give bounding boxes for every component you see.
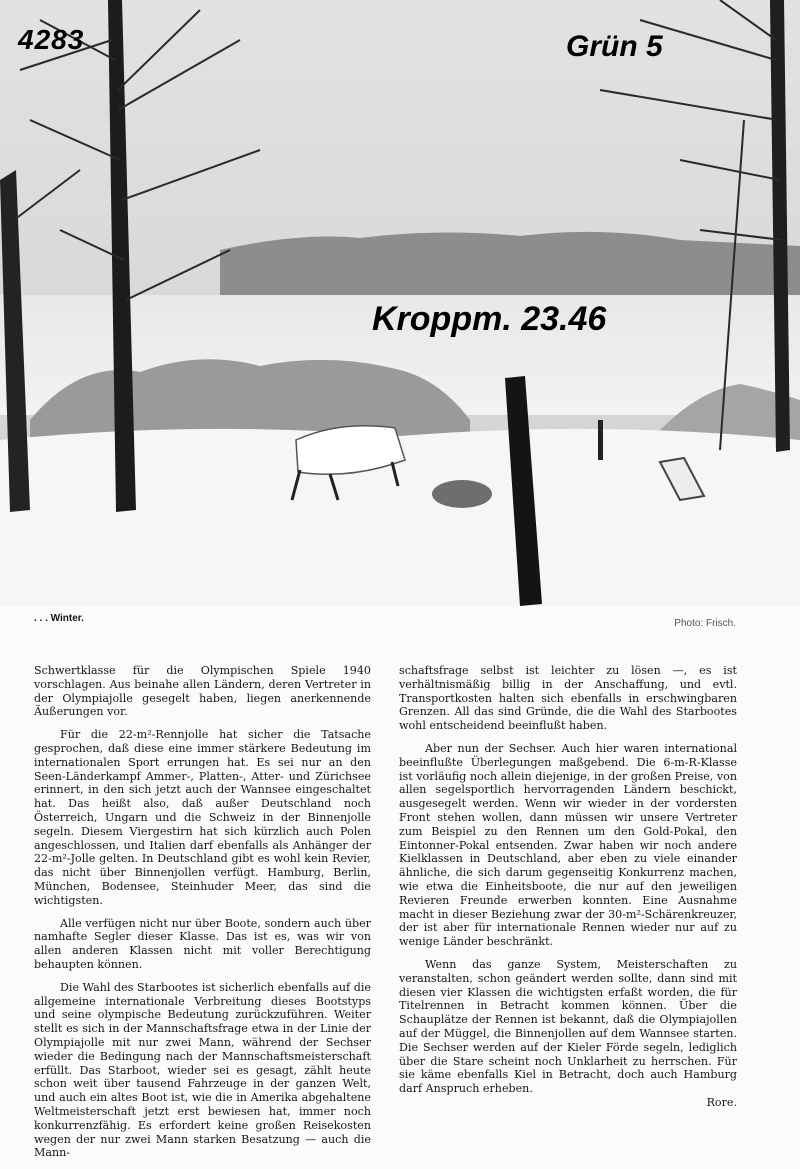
handwritten-name: Grün 5 xyxy=(566,30,663,63)
photo-credit: Photo: Frisch. xyxy=(674,618,736,629)
paragraph: Wenn das ganze System, Meisterschaften zu veranstalten, schon geändert werden sollte, dann sind mit diesen vier Klassen die wichtigsten erfaßt worden, die für Titelrennen in Betracht kommen können. Über die Schauplätze der Rennen ist bekannt, daß die Olympiajollen auf der Müggel, die Binnenjollen auf dem Wannsee starten. Die Sechser werden auf der Kieler Förde segeln, lediglich über die Stare scheint noch Unklarheit zu herrschen. Für sie käme ebenfalls Kiel in Betracht, doch auch Hamburg darf Anspruch erheben. xyxy=(399,957,737,1096)
photo-caption: . . . Winter. xyxy=(34,613,84,624)
paragraph: Schwertklasse für die Olympischen Spiele 1940 vorschlagen. Aus beinahe allen Ländern, deren Vertreter in der Olympiajolle gesegelt haben, liegen anerkennende Äußerungen vor. xyxy=(34,664,371,719)
paragraph: schaftsfrage selbst ist leichter zu lösen —, es ist verhältnismäßig billig in der Anschaffung, und evtl. Transportkosten halten sich ebenfalls in erschwingbaren Grenzen. All das sind Gründe, die die Wahl des Starbootes wohl entscheidend beeinflußt haben. xyxy=(399,664,737,733)
article-left-column xyxy=(34,664,371,1169)
paragraph: Alle verfügen nicht nur über Boote, sondern auch über namhafte Segler dieser Klasse. Das ist es, was wir von allen anderen Klassen nicht mit voller Berechtigung behaupten können. xyxy=(34,916,371,971)
handwritten-note: Kroppm. 23.46 xyxy=(372,300,607,338)
handwritten-id-mark: 4283 xyxy=(18,24,85,55)
author-signature: Rore. xyxy=(706,1095,737,1109)
paragraph: Die Wahl des Starbootes ist sicherlich ebenfalls auf die allgemeine internationale Verbreitung dieses Bootstyps und seine olympische Bedeutung zurückzuführen. Weiter stellt es sich in der Mannschaftsfrage etwa in der Linie der Olympiajolle mit nur zwei Mann, während der Sechser wieder die Bedingung nach der Mannschaftsmeisterschaft erfüllt. Das Starboot, wieder sei es gesagt, zählt heute schon weit über tausend Fahrzeuge in der ganzen Welt, und auch ein altes Boot ist, wie die in Amerika abgehaltene Weltmeisterschaft jetzt erst bewiesen hat, immer noch konkurrenzfähig. Es erfordert keine großen Reisekosten wegen der nur zwei Mann starken Besatzung — auch die Mann- xyxy=(34,980,371,1160)
article-right-column xyxy=(399,664,737,1110)
paragraph: Aber nun der Sechser. Auch hier waren international beeinflußte Überlegungen maßgebend. Die 6-m-R-Klasse ist vorläufig noch allein diejenige, in der großen Preise, von allen segelsportlich hervorragenden Ländern beschickt, ausgesegelt werden. Wenn wir wieder in der vordersten Front stehen wollen, dann müssen wir unsere Vertreter zum Beispiel zu den Rennen um den Gold-Pokal, den Eintonner-Pokal entsenden. Zwar haben wir noch andere Kielklassen in Deutschland, aber eben zu viele einander ähnliche, die sich darum gegenseitig Konkurrenz machen, wie etwa die Einheitsboote, die nur auf den jeweiligen Revieren Freunde erwerben konnten. Eine Ausnahme macht in dieser Beziehung zwar der 30-m²-Schärenkreuzer, der ist aber für internationale Rennen wieder nur auf zu wenige Länder beschränkt. xyxy=(399,741,737,949)
paragraph: Für die 22-m²-Rennjolle hat sicher die Tatsache gesprochen, daß diese eine immer stärkere Bedeutung im internationalen Sport errungen hat. Es sei nur an den Seen-Länderkampf Ammer-, Platten-, Atter- und Zürichsee erinnert, in den sich jetzt auch der Wannsee eingeschaltet hat. Das heißt also, daß außer Deutschland noch Österreich, Ungarn und die Schweiz in der Binnenjolle segeln. Diesem Viergestirn hat sich kürzlich auch Polen angeschlossen, und Italien darf ebenfalls als Anhänger der 22-m²-Jolle gelten. In Deutschland gibt es wohl kein Revier, das nicht über Binnenjollen verfügt. Hamburg, Berlin, München, Bodensee, Steinhuder Meer, das sind die wichtigsten. xyxy=(34,728,371,907)
